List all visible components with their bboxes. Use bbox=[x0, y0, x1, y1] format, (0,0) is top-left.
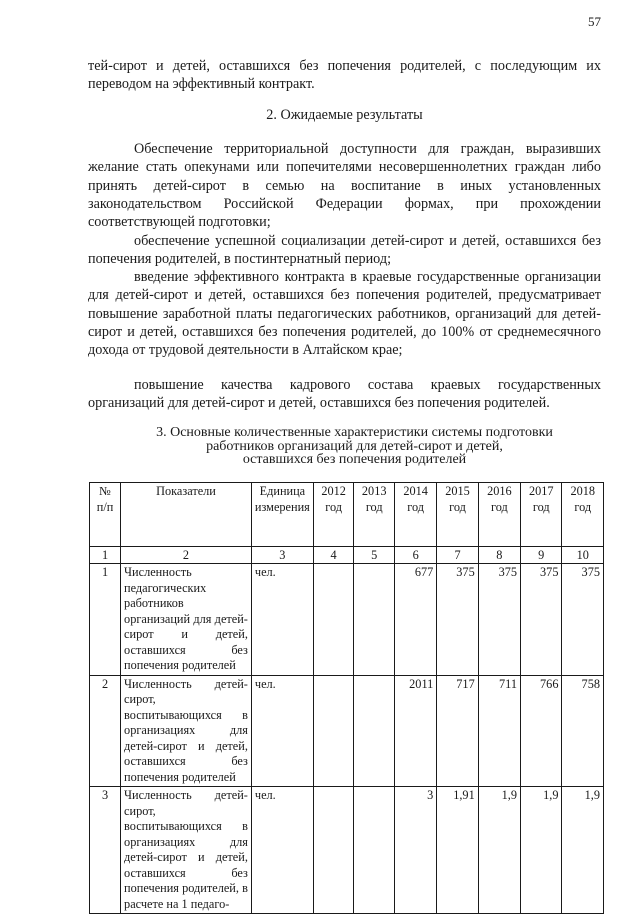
page-number: 57 bbox=[588, 14, 601, 29]
header-unit: Единица измерения bbox=[251, 483, 313, 547]
section2-paragraph-4: повышение качества кадрового состава краевых государственных организаций для детей-сирот и детей, оставшихся без попечения родителей. bbox=[88, 377, 601, 412]
row-2014: 2011 bbox=[395, 675, 437, 787]
row-2014: 3 bbox=[395, 787, 437, 914]
header-2014: 2014 год bbox=[395, 483, 437, 547]
row-2017: 766 bbox=[521, 675, 562, 787]
column-number: 5 bbox=[354, 547, 395, 564]
header-2012: 2012 год bbox=[313, 483, 354, 547]
column-number: 7 bbox=[437, 547, 478, 564]
row-2015: 375 bbox=[437, 564, 478, 676]
row-2015: 1,91 bbox=[437, 787, 478, 914]
row-2017: 1,9 bbox=[521, 787, 562, 914]
column-number: 10 bbox=[562, 547, 604, 564]
row-2012 bbox=[313, 564, 354, 676]
header-2017: 2017 год bbox=[521, 483, 562, 547]
row-unit: чел. bbox=[251, 675, 313, 787]
column-number: 8 bbox=[478, 547, 520, 564]
row-indicator: Численность детей-сирот, воспитывающихся в организациях для детей-сирот и детей, оставшихся без попечения родителей, в расчете на 1 педаго- bbox=[121, 787, 252, 914]
column-number: 3 bbox=[251, 547, 313, 564]
column-number: 9 bbox=[521, 547, 562, 564]
row-2013 bbox=[354, 564, 395, 676]
row-2015: 717 bbox=[437, 675, 478, 787]
header-num: № п/п bbox=[90, 483, 121, 547]
row-unit: чел. bbox=[251, 787, 313, 914]
row-2013 bbox=[354, 675, 395, 787]
row-num: 3 bbox=[90, 787, 121, 914]
table-row bbox=[90, 564, 604, 676]
column-number: 1 bbox=[90, 547, 121, 564]
section3-title-line: 3. Основные количественные характеристики системы подготовки bbox=[156, 425, 553, 440]
table-header-row bbox=[90, 483, 604, 547]
column-number: 6 bbox=[395, 547, 437, 564]
row-2017: 375 bbox=[521, 564, 562, 676]
section2-paragraph-3: введение эффективного контракта в краевые государственные организации для детей-сирот и детей, оставшихся без попечения родителей, предусматривает повышение заработной платы педагогических работников, организаций для детей-сирот и детей, оставшихся без попечения родителей, до 100% от среднемесячного дохода от трудовой деятельности в Алтайском крае; bbox=[88, 269, 601, 359]
section3-title bbox=[98, 426, 611, 467]
column-number-row bbox=[90, 547, 604, 564]
header-2016: 2016 год bbox=[478, 483, 520, 547]
header-2015: 2015 год bbox=[437, 483, 478, 547]
header-2013: 2013 год bbox=[354, 483, 395, 547]
row-2014: 677 bbox=[395, 564, 437, 676]
section2-heading: 2. Ожидаемые результаты bbox=[266, 107, 423, 123]
column-number: 2 bbox=[121, 547, 252, 564]
column-number: 4 bbox=[313, 547, 354, 564]
row-2018: 758 bbox=[562, 675, 604, 787]
table-row bbox=[90, 675, 604, 787]
section2-paragraph-1: Обеспечение территориальной доступности для граждан, выразивших желание стать опекунами или попечителями несовершеннолетних граждан либо принять детей-сирот в семью на воспитание в иных установленных законодательством Российской Федерации формах, при прохождении соответствующей подготовки; bbox=[88, 141, 601, 231]
characteristics-table bbox=[89, 482, 604, 914]
row-num: 2 bbox=[90, 675, 121, 787]
row-2016: 375 bbox=[478, 564, 520, 676]
section3-title-line: оставшихся без попечения родителей bbox=[242, 452, 467, 467]
section2-paragraph-2: обеспечение успешной социализации детей-сирот и детей, оставшихся без попечения родителей, в постинтернатный период; bbox=[88, 233, 601, 268]
row-2016: 711 bbox=[478, 675, 520, 787]
table-row bbox=[90, 787, 604, 914]
row-2018: 1,9 bbox=[562, 787, 604, 914]
header-2018: 2018 год bbox=[562, 483, 604, 547]
row-num: 1 bbox=[90, 564, 121, 676]
row-2012 bbox=[313, 787, 354, 914]
row-indicator: Численность детей-сирот, воспитывающихся в организациях для детей-сирот и детей, оставшихся без попечения родителей bbox=[121, 675, 252, 787]
row-2016: 1,9 bbox=[478, 787, 520, 914]
header-indicator: Показатели bbox=[121, 483, 252, 547]
row-2018: 375 bbox=[562, 564, 604, 676]
row-2013 bbox=[354, 787, 395, 914]
row-unit: чел. bbox=[251, 564, 313, 676]
row-indicator: Численность педагогических работников организаций для детей-сирот и детей, оставшихся без попечения родителей bbox=[121, 564, 252, 676]
top-paragraph: тей-сирот и детей, оставшихся без попечения родителей, с последующим их переводом на эффективный контракт. bbox=[88, 58, 601, 93]
row-2012 bbox=[313, 675, 354, 787]
section3-title-line: работников организаций для детей-сирот и детей, bbox=[206, 438, 503, 454]
